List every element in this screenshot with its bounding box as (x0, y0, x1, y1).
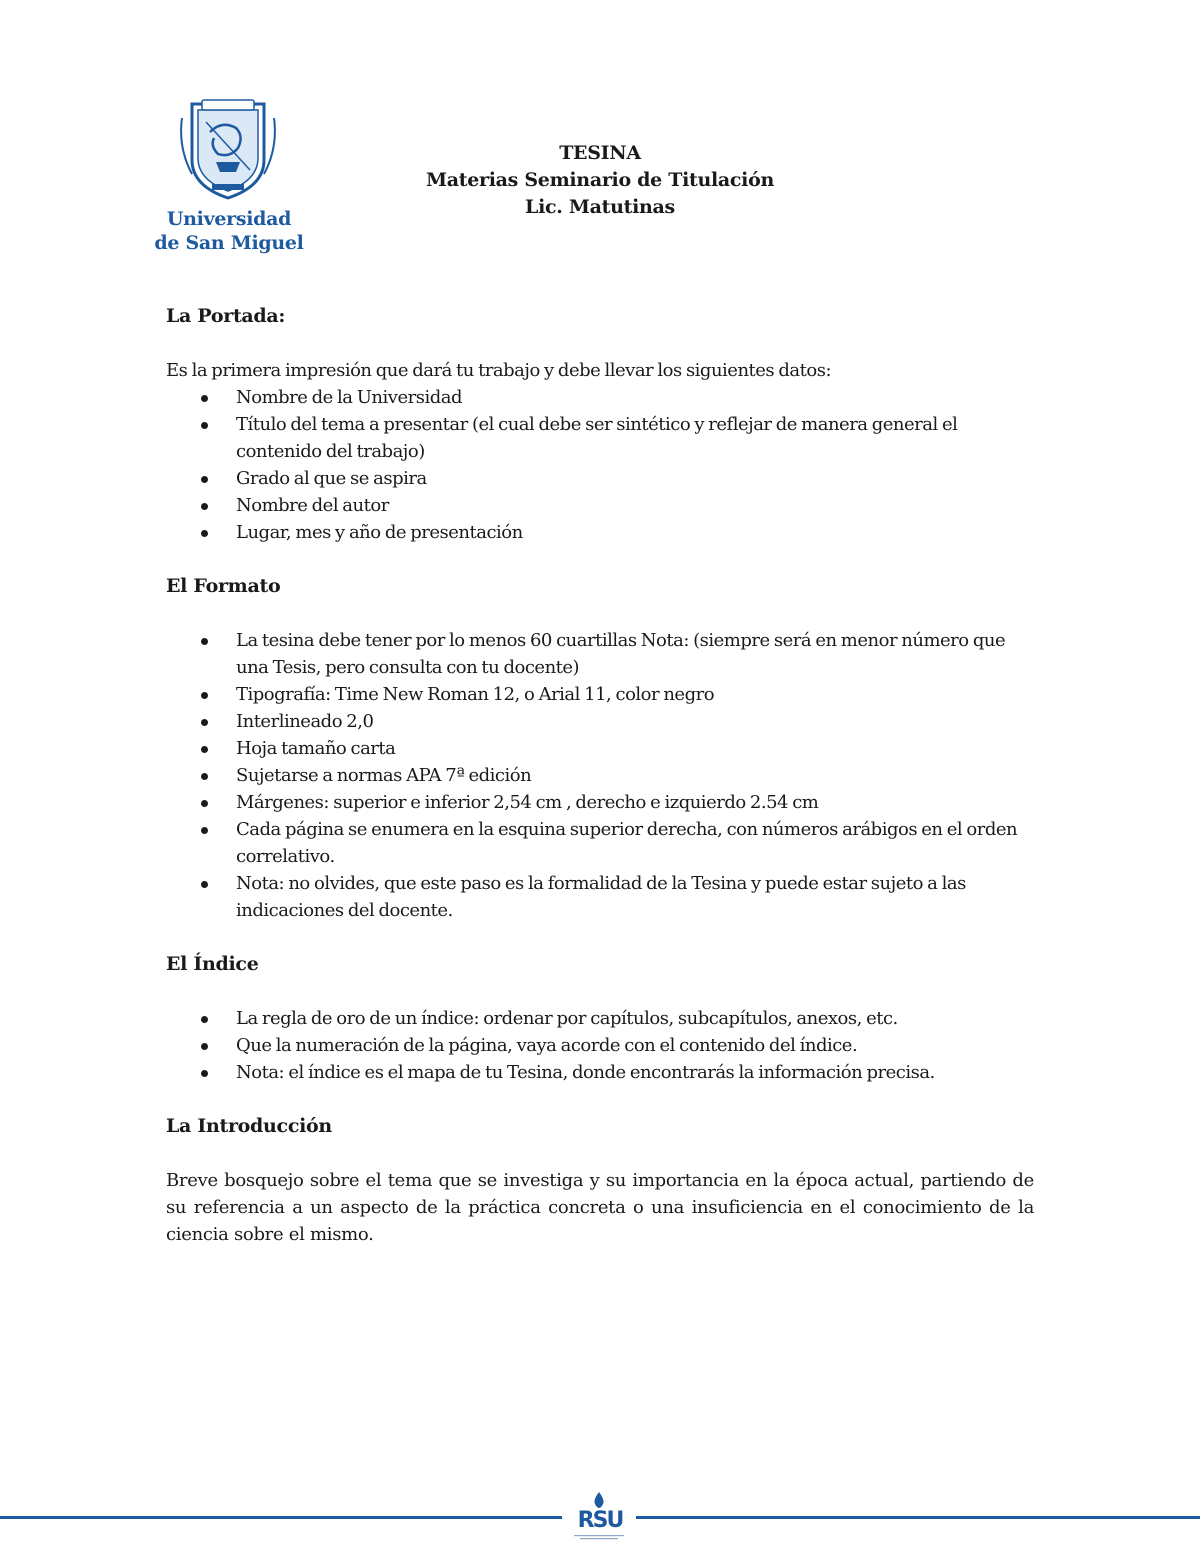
university-crest-icon (178, 98, 278, 202)
university-logo (150, 98, 310, 258)
document-content (166, 303, 1034, 1248)
water-drop-icon (592, 1492, 606, 1508)
portada-list (166, 384, 1034, 546)
section-heading-portada: La Portada: (166, 305, 286, 327)
list-item: Hoja tamaño carta (166, 735, 1034, 762)
list-item: Que la numeración de la página, vaya acorde con el contenido del índice. (166, 1032, 1034, 1059)
list-item: Nota: no olvides, que este paso es la formalidad de la Tesina y puede estar sujeto a las indicaciones del docente. (166, 870, 1034, 924)
list-item: Márgenes: superior e inferior 2,54 cm , derecho e izquierdo 2.54 cm (166, 789, 1034, 816)
list-item: Grado al que se aspira (166, 465, 1034, 492)
document-subtitle: Materias Seminario de Titulación (426, 169, 774, 191)
list-item: Nombre del autor (166, 492, 1034, 519)
list-item: Nombre de la Universidad (166, 384, 1034, 411)
section-heading-indice: El Índice (166, 953, 259, 975)
logo-text-line2: de San Miguel (154, 232, 304, 254)
section-heading-formato: El Formato (166, 575, 281, 597)
rsu-tagline-graphic (574, 1534, 624, 1540)
section-portada-intro: Es la primera impresión que dará tu trabajo y debe llevar los siguientes datos: (166, 360, 832, 381)
page-footer (0, 1490, 1200, 1550)
indice-list (166, 1005, 1034, 1086)
rsu-logo (562, 1490, 636, 1546)
list-item: La regla de oro de un índice: ordenar por capítulos, subcapítulos, anexos, etc. (166, 1005, 1034, 1032)
list-item: La tesina debe tener por lo menos 60 cuartillas Nota: (siempre será en menor número que una Tesis, pero consulta con tu docente) (166, 627, 1034, 681)
formato-list (166, 627, 1034, 924)
footer-divider-left (0, 1516, 562, 1519)
rsu-logo-text: RSU (577, 1508, 623, 1533)
logo-text-line1: Universidad (166, 208, 292, 230)
list-item: Interlineado 2,0 (166, 708, 1034, 735)
section-introduccion-text: Breve bosquejo sobre el tema que se investiga y su importancia en la época actual, partiendo de su referencia a un aspecto de la práctica concreta o una insuficiencia en el conocimiento de la ciencia sobre el mismo. (166, 1170, 1034, 1245)
footer-divider-right (636, 1516, 1200, 1519)
list-item: Lugar, mes y año de presentación (166, 519, 1034, 546)
section-heading-introduccion: La Introducción (166, 1115, 332, 1137)
list-item: Cada página se enumera en la esquina superior derecha, con números arábigos en el orden correlativo. (166, 816, 1034, 870)
document-program: Lic. Matutinas (525, 196, 675, 218)
list-item: Tipografía: Time New Roman 12, o Arial 11, color negro (166, 681, 1034, 708)
list-item: Nota: el índice es el mapa de tu Tesina, donde encontrarás la información precisa. (166, 1059, 1034, 1086)
list-item: Sujetarse a normas APA 7ª edición (166, 762, 1034, 789)
document-title: TESINA (559, 142, 641, 164)
list-item: Título del tema a presentar (el cual debe ser sintético y reflejar de manera general el contenido del trabajo) (166, 411, 1034, 465)
document-title-block (370, 140, 830, 221)
